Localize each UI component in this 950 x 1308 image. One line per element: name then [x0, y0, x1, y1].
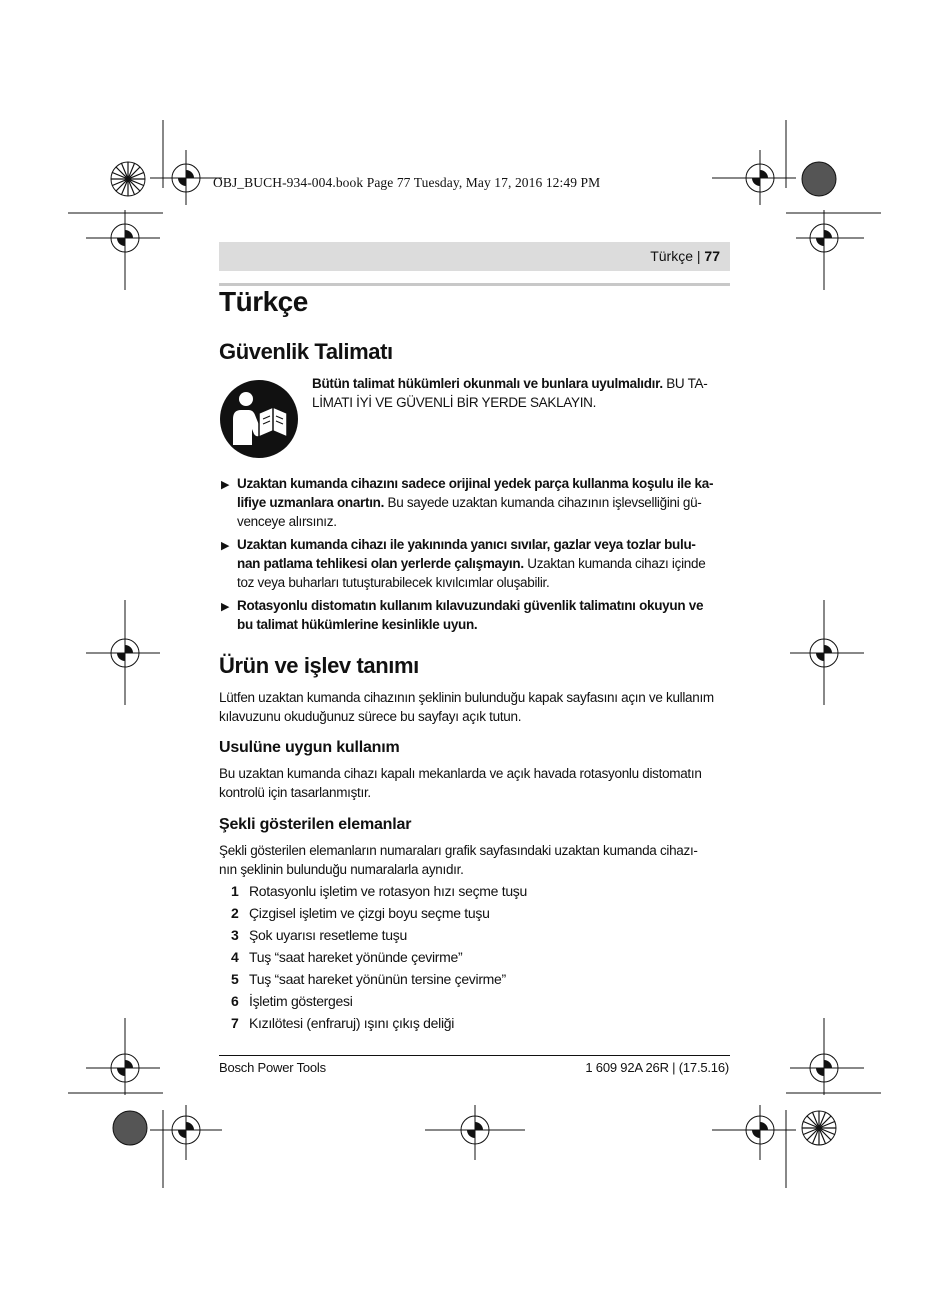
part-label: Kızılötesi (enfraruj) ışını çıkış deliği — [249, 1015, 455, 1031]
triangle-bullet-icon: ▶ — [221, 601, 230, 613]
page-number: 77 — [704, 248, 720, 264]
usage-line-2: kontrolü için tasarlanmıştır. — [219, 785, 371, 800]
safety-intro — [312, 374, 732, 412]
part-label: Rotasyonlu işletim ve rotasyon hızı seçme tuşu — [249, 883, 527, 899]
read-manual-icon — [219, 379, 299, 459]
parts-intro-line-1: Şekli gösterilen elemanların numaraları grafik sayfasındaki uzaktan kumanda cihazı- — [219, 843, 698, 858]
product-heading: Ürün ve işlev tanımı — [219, 653, 419, 678]
bullet-1-line-2-rest: Bu sayede uzaktan kumanda cihazının işlevselliğini gü- — [384, 495, 702, 510]
part-number: 1 — [231, 883, 239, 899]
safety-intro-line-2: LİMATI İYİ VE GÜVENLİ BİR YERDE SAKLAYIN. — [312, 395, 597, 410]
page-title: Türkçe — [219, 286, 308, 317]
triangle-bullet-icon: ▶ — [221, 479, 230, 491]
part-label: Şok uyarısı resetleme tuşu — [249, 927, 407, 943]
running-header-text — [650, 248, 720, 264]
bullet-2-line-2-bold: nan patlama tehlikesi olan yerlerde çalışmayın. — [237, 556, 524, 571]
bullet-2-line-2-rest: Uzaktan kumanda cihazı içinde — [523, 556, 706, 571]
product-intro-line-2: kılavuzunu okuduğunuz sürece bu sayfayı açık tutun. — [219, 709, 522, 724]
bullet-3-line-2-bold: bu talimat hükümlerine kesinlikle uyun. — [237, 617, 478, 632]
parts-intro — [219, 841, 731, 879]
bullet-3-line-1: Rotasyonlu distomatın kullanım kılavuzundaki güvenlik talimatını okuyun ve — [237, 598, 704, 613]
safety-intro-line-1 — [312, 374, 732, 393]
part-number: 4 — [231, 949, 239, 965]
header-section: Türkçe | — [650, 248, 705, 264]
safety-heading: Güvenlik Talimatı — [219, 339, 393, 364]
running-header — [219, 242, 730, 271]
part-number: 2 — [231, 905, 239, 921]
parts-heading: Şekli gösterilen elemanlar — [219, 816, 412, 833]
footer-rule — [219, 1055, 730, 1056]
bullet-2-line-1: Uzaktan kumanda cihazı ile yakınında yanıcı sıvılar, gazlar veya tozlar bulu- — [237, 537, 696, 552]
safety-intro-bold: Bütün talimat hükümleri okunmalı ve bunlara uyulmalıdır. — [312, 376, 663, 391]
bullet-1-line-2-bold: lifiye uzmanlara onartın. — [237, 495, 385, 510]
part-label: Tuş “saat hareket yönünün tersine çevirme” — [249, 971, 506, 987]
part-number: 6 — [231, 993, 239, 1009]
usage-text — [219, 764, 731, 802]
part-number: 3 — [231, 927, 239, 943]
footer-doc-number: 1 609 92A 26R | (17.5.16) — [585, 1060, 729, 1075]
safety-intro-rest: BU TA- — [662, 376, 708, 391]
bullet-1-line-3: venceye alırsınız. — [237, 514, 337, 529]
safety-bullet-3 — [237, 596, 731, 634]
part-label: Çizgisel işletim ve çizgi boyu seçme tuşu — [249, 905, 490, 921]
usage-heading: Usulüne uygun kullanım — [219, 739, 400, 756]
safety-bullet-2 — [237, 535, 731, 592]
safety-bullet-1 — [237, 474, 731, 531]
print-slug-line: OBJ_BUCH-934-004.book Page 77 Tuesday, May 17, 2016 12:49 PM — [213, 175, 601, 190]
part-number: 7 — [231, 1015, 239, 1031]
triangle-bullet-icon: ▶ — [221, 540, 230, 552]
part-number: 5 — [231, 971, 239, 987]
footer-brand: Bosch Power Tools — [219, 1060, 326, 1075]
product-intro-line-1: Lütfen uzaktan kumanda cihazının şeklinin bulunduğu kapak sayfasını açın ve kullanım — [219, 690, 714, 705]
part-label: Tuş “saat hareket yönünde çevirme” — [249, 949, 463, 965]
usage-line-1: Bu uzaktan kumanda cihazı kapalı mekanlarda ve açık havada rotasyonlu distomatın — [219, 766, 702, 781]
product-intro — [219, 688, 731, 726]
bullet-2-line-3: toz veya buharları tutuşturabilecek kıvılcımlar oluşabilir. — [237, 575, 550, 590]
parts-intro-line-2: nın şeklinin bulunduğu numaralarla aynıdır. — [219, 862, 464, 877]
part-label: İşletim göstergesi — [249, 993, 353, 1009]
bullet-1-line-1: Uzaktan kumanda cihazını sadece orijinal yedek parça kullanma koşulu ile ka- — [237, 476, 714, 491]
